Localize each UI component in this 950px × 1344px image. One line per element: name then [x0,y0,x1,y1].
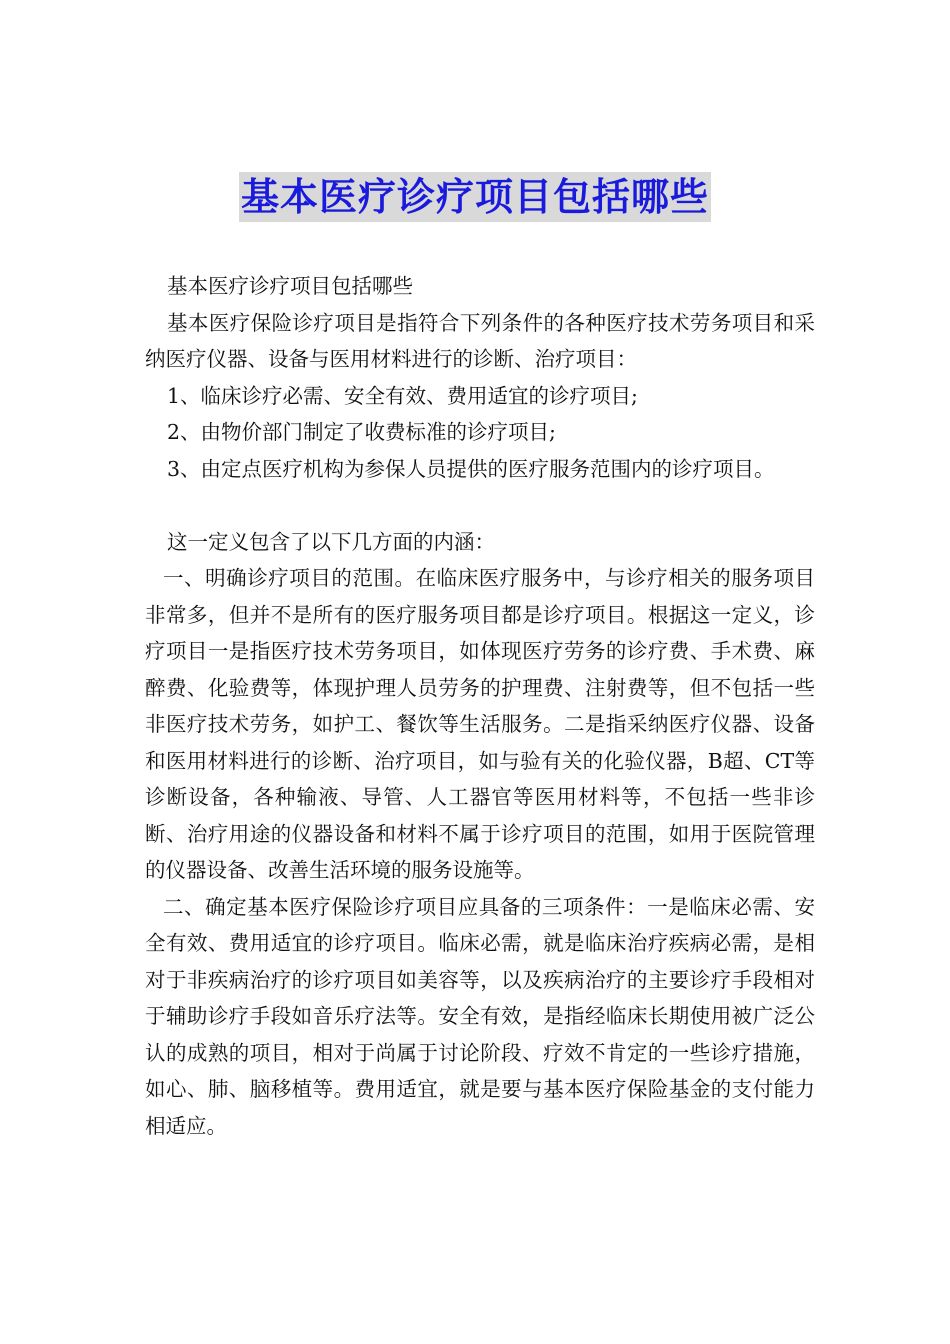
paragraph-intro: 这一定义包含了以下几方面的内涵： [167,529,495,554]
paragraph-definition: 基本医疗保险诊疗项目是指符合下列条件的各种医疗技术劳务项目和采纳医疗仪器、设备与医用材料进行的诊断、治疗项目： [145,310,815,371]
document-title: 基本医疗诊疗项目包括哪些 [239,172,711,222]
paragraph-section-1: 一、明确诊疗项目的范围。在临床医疗服务中，与诊疗相关的服务项目非常多，但并不是所有的医疗服务项目都是诊疗项目。根据这一定义，诊疗项目一是指医疗技术劳务项目，如体现医疗劳务的诊疗费、手术费、麻醉费、化验费等，体现护理人员劳务的护理费、注射费等，但不包括一些非医疗技术劳务，如护工、餐饮等生活服务。二是指采纳医疗仪器、设备和医用材料进行的诊断、治疗项目，如与验有关的化验仪器，B超、CT等诊断设备，各种输液、导管、人工器官等医用材料等，不包括一些非诊断、治疗用途的仪器设备和材料不属于诊疗项目的范围，如用于医院管理的仪器设备、改善生活环境的服务设施等。 [145,566,815,882]
blank-line [145,487,815,524]
paragraph-subtitle: 基本医疗诊疗项目包括哪些 [167,274,413,298]
list-item-2: 2、由物价部门制定了收费标准的诊疗项目; [167,420,556,444]
title-container [0,172,950,222]
list-item-3: 3、由定点医疗机构为参保人员提供的医疗服务范围内的诊疗项目。 [167,456,775,481]
paragraph-section-2: 二、确定基本医疗保险诊疗项目应具备的三项条件：一是临床必需、安全有效、费用适宜的诊疗项目。临床必需，就是临床治疗疾病必需，是相对于非疾病治疗的诊疗项目如美容等，以及疾病治疗的主要诊疗手段相对于辅助诊疗手段如音乐疗法等。安全有效，是指经临床长期使用被广泛公认的成熟的项目，相对于尚属于讨论阶段、疗效不肯定的一些诊疗措施，如心、肺、脑移植等。费用适宜，就是要与基本医疗保险基金的支付能力相适应。 [145,894,815,1138]
list-item-1: 1、临床诊疗必需、安全有效、费用适宜的诊疗项目; [167,383,638,408]
document-body [145,268,815,1144]
